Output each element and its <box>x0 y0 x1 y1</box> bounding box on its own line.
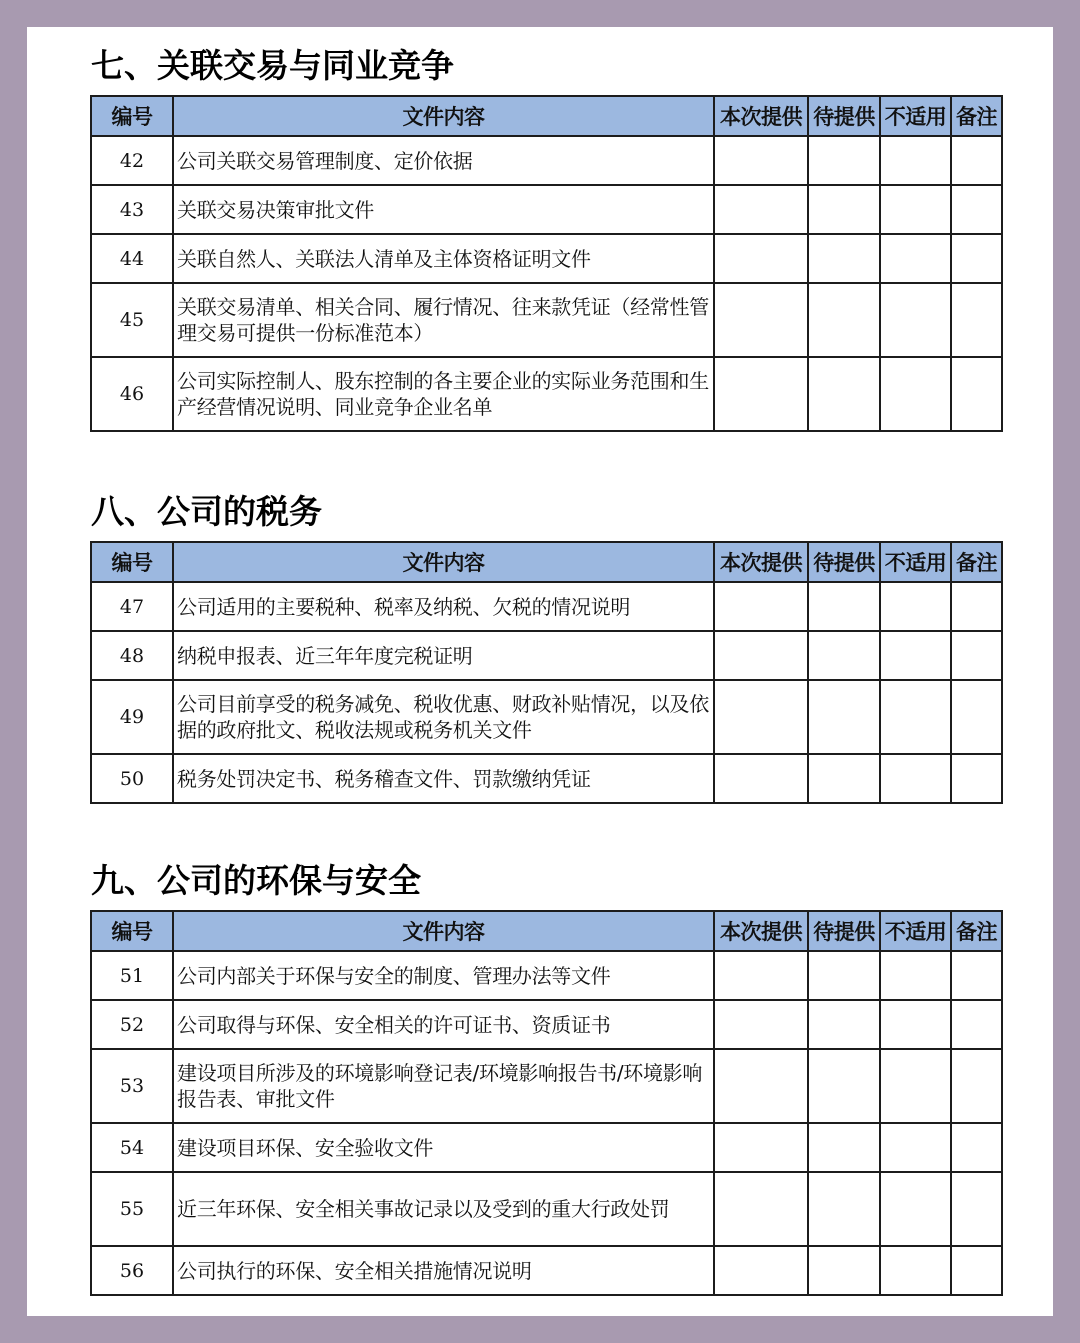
not-applicable-cell <box>880 1049 951 1123</box>
row-content: 建设项目所涉及的环境影响登记表/环境影响报告书/环境影响报告表、审批文件 <box>173 1049 714 1123</box>
provided-cell <box>714 283 808 357</box>
pending-cell <box>808 754 880 803</box>
not-applicable-cell <box>880 1000 951 1049</box>
table-row <box>91 1000 1002 1049</box>
provided-cell <box>714 1246 808 1295</box>
row-number: 44 <box>91 234 173 283</box>
pending-cell <box>808 185 880 234</box>
table-row <box>91 754 1002 803</box>
not-applicable-cell <box>880 283 951 357</box>
pending-cell <box>808 1049 880 1123</box>
header-provided: 本次提供 <box>714 911 808 951</box>
note-cell <box>951 1123 1002 1172</box>
pending-cell <box>808 136 880 185</box>
header-content: 文件内容 <box>173 542 714 582</box>
row-content: 近三年环保、安全相关事故记录以及受到的重大行政处罚 <box>173 1172 714 1246</box>
header-not-applicable: 不适用 <box>880 542 951 582</box>
table-row <box>91 631 1002 680</box>
note-cell <box>951 1049 1002 1123</box>
row-number: 56 <box>91 1246 173 1295</box>
pending-cell <box>808 680 880 754</box>
row-content: 纳税申报表、近三年年度完税证明 <box>173 631 714 680</box>
row-content: 税务处罚决定书、税务稽查文件、罚款缴纳凭证 <box>173 754 714 803</box>
row-number: 49 <box>91 680 173 754</box>
table-row <box>91 680 1002 754</box>
provided-cell <box>714 631 808 680</box>
not-applicable-cell <box>880 582 951 631</box>
table-row <box>91 951 1002 1000</box>
row-content: 公司适用的主要税种、税率及纳税、欠税的情况说明 <box>173 582 714 631</box>
table-row <box>91 357 1002 431</box>
header-no: 编号 <box>91 542 173 582</box>
header-note: 备注 <box>951 542 1002 582</box>
row-number: 45 <box>91 283 173 357</box>
provided-cell <box>714 951 808 1000</box>
row-number: 54 <box>91 1123 173 1172</box>
pending-cell <box>808 631 880 680</box>
note-cell <box>951 951 1002 1000</box>
note-cell <box>951 1246 1002 1295</box>
document-page <box>27 27 1053 1316</box>
note-cell <box>951 1172 1002 1246</box>
header-not-applicable: 不适用 <box>880 96 951 136</box>
not-applicable-cell <box>880 1246 951 1295</box>
row-number: 55 <box>91 1172 173 1246</box>
header-content: 文件内容 <box>173 911 714 951</box>
pending-cell <box>808 1123 880 1172</box>
row-number: 47 <box>91 582 173 631</box>
pending-cell <box>808 582 880 631</box>
table-row <box>91 1123 1002 1172</box>
header-no: 编号 <box>91 911 173 951</box>
note-cell <box>951 283 1002 357</box>
header-provided: 本次提供 <box>714 542 808 582</box>
pending-cell <box>808 357 880 431</box>
section-title-environment-safety: 九、公司的环保与安全 <box>91 861 421 900</box>
not-applicable-cell <box>880 754 951 803</box>
row-content: 公司执行的环保、安全相关措施情况说明 <box>173 1246 714 1295</box>
note-cell <box>951 136 1002 185</box>
note-cell <box>951 680 1002 754</box>
provided-cell <box>714 1172 808 1246</box>
note-cell <box>951 1000 1002 1049</box>
provided-cell <box>714 1049 808 1123</box>
note-cell <box>951 357 1002 431</box>
not-applicable-cell <box>880 1172 951 1246</box>
pending-cell <box>808 1000 880 1049</box>
pending-cell <box>808 1246 880 1295</box>
header-note: 备注 <box>951 911 1002 951</box>
provided-cell <box>714 754 808 803</box>
row-content: 建设项目环保、安全验收文件 <box>173 1123 714 1172</box>
row-number: 48 <box>91 631 173 680</box>
provided-cell <box>714 582 808 631</box>
pending-cell <box>808 234 880 283</box>
table-row <box>91 1049 1002 1123</box>
not-applicable-cell <box>880 680 951 754</box>
header-pending: 待提供 <box>808 96 880 136</box>
table-row <box>91 283 1002 357</box>
note-cell <box>951 582 1002 631</box>
not-applicable-cell <box>880 357 951 431</box>
header-not-applicable: 不适用 <box>880 911 951 951</box>
row-number: 51 <box>91 951 173 1000</box>
row-content: 公司关联交易管理制度、定价依据 <box>173 136 714 185</box>
row-content: 关联自然人、关联法人清单及主体资格证明文件 <box>173 234 714 283</box>
header-note: 备注 <box>951 96 1002 136</box>
table-row <box>91 1172 1002 1246</box>
row-content: 公司内部关于环保与安全的制度、管理办法等文件 <box>173 951 714 1000</box>
provided-cell <box>714 357 808 431</box>
provided-cell <box>714 1000 808 1049</box>
section-title-related-transactions: 七、关联交易与同业竞争 <box>91 46 454 85</box>
row-number: 42 <box>91 136 173 185</box>
checklist-table-environment-safety <box>90 910 1003 1296</box>
not-applicable-cell <box>880 136 951 185</box>
row-content: 公司取得与环保、安全相关的许可证书、资质证书 <box>173 1000 714 1049</box>
header-pending: 待提供 <box>808 542 880 582</box>
not-applicable-cell <box>880 185 951 234</box>
not-applicable-cell <box>880 951 951 1000</box>
provided-cell <box>714 136 808 185</box>
table-row <box>91 185 1002 234</box>
section-title-tax: 八、公司的税务 <box>91 492 322 531</box>
row-number: 53 <box>91 1049 173 1123</box>
header-no: 编号 <box>91 96 173 136</box>
not-applicable-cell <box>880 234 951 283</box>
header-provided: 本次提供 <box>714 96 808 136</box>
header-content: 文件内容 <box>173 96 714 136</box>
note-cell <box>951 185 1002 234</box>
table-row <box>91 234 1002 283</box>
not-applicable-cell <box>880 1123 951 1172</box>
not-applicable-cell <box>880 631 951 680</box>
row-content: 关联交易决策审批文件 <box>173 185 714 234</box>
row-content: 公司实际控制人、股东控制的各主要企业的实际业务范围和生产经营情况说明、同业竞争企业名单 <box>173 357 714 431</box>
provided-cell <box>714 680 808 754</box>
row-content: 公司目前享受的税务减免、税收优惠、财政补贴情况，以及依据的政府批文、税收法规或税务机关文件 <box>173 680 714 754</box>
checklist-table-related-transactions <box>90 95 1003 432</box>
pending-cell <box>808 1172 880 1246</box>
provided-cell <box>714 1123 808 1172</box>
pending-cell <box>808 283 880 357</box>
table-header-row <box>91 542 1002 582</box>
note-cell <box>951 754 1002 803</box>
note-cell <box>951 631 1002 680</box>
row-content: 关联交易清单、相关合同、履行情况、往来款凭证（经常性管理交易可提供一份标准范本） <box>173 283 714 357</box>
table-row <box>91 136 1002 185</box>
note-cell <box>951 234 1002 283</box>
table-header-row <box>91 911 1002 951</box>
provided-cell <box>714 185 808 234</box>
checklist-table-tax <box>90 541 1003 804</box>
provided-cell <box>714 234 808 283</box>
header-pending: 待提供 <box>808 911 880 951</box>
table-row <box>91 1246 1002 1295</box>
row-number: 50 <box>91 754 173 803</box>
pending-cell <box>808 951 880 1000</box>
table-row <box>91 582 1002 631</box>
row-number: 43 <box>91 185 173 234</box>
table-header-row <box>91 96 1002 136</box>
row-number: 46 <box>91 357 173 431</box>
row-number: 52 <box>91 1000 173 1049</box>
